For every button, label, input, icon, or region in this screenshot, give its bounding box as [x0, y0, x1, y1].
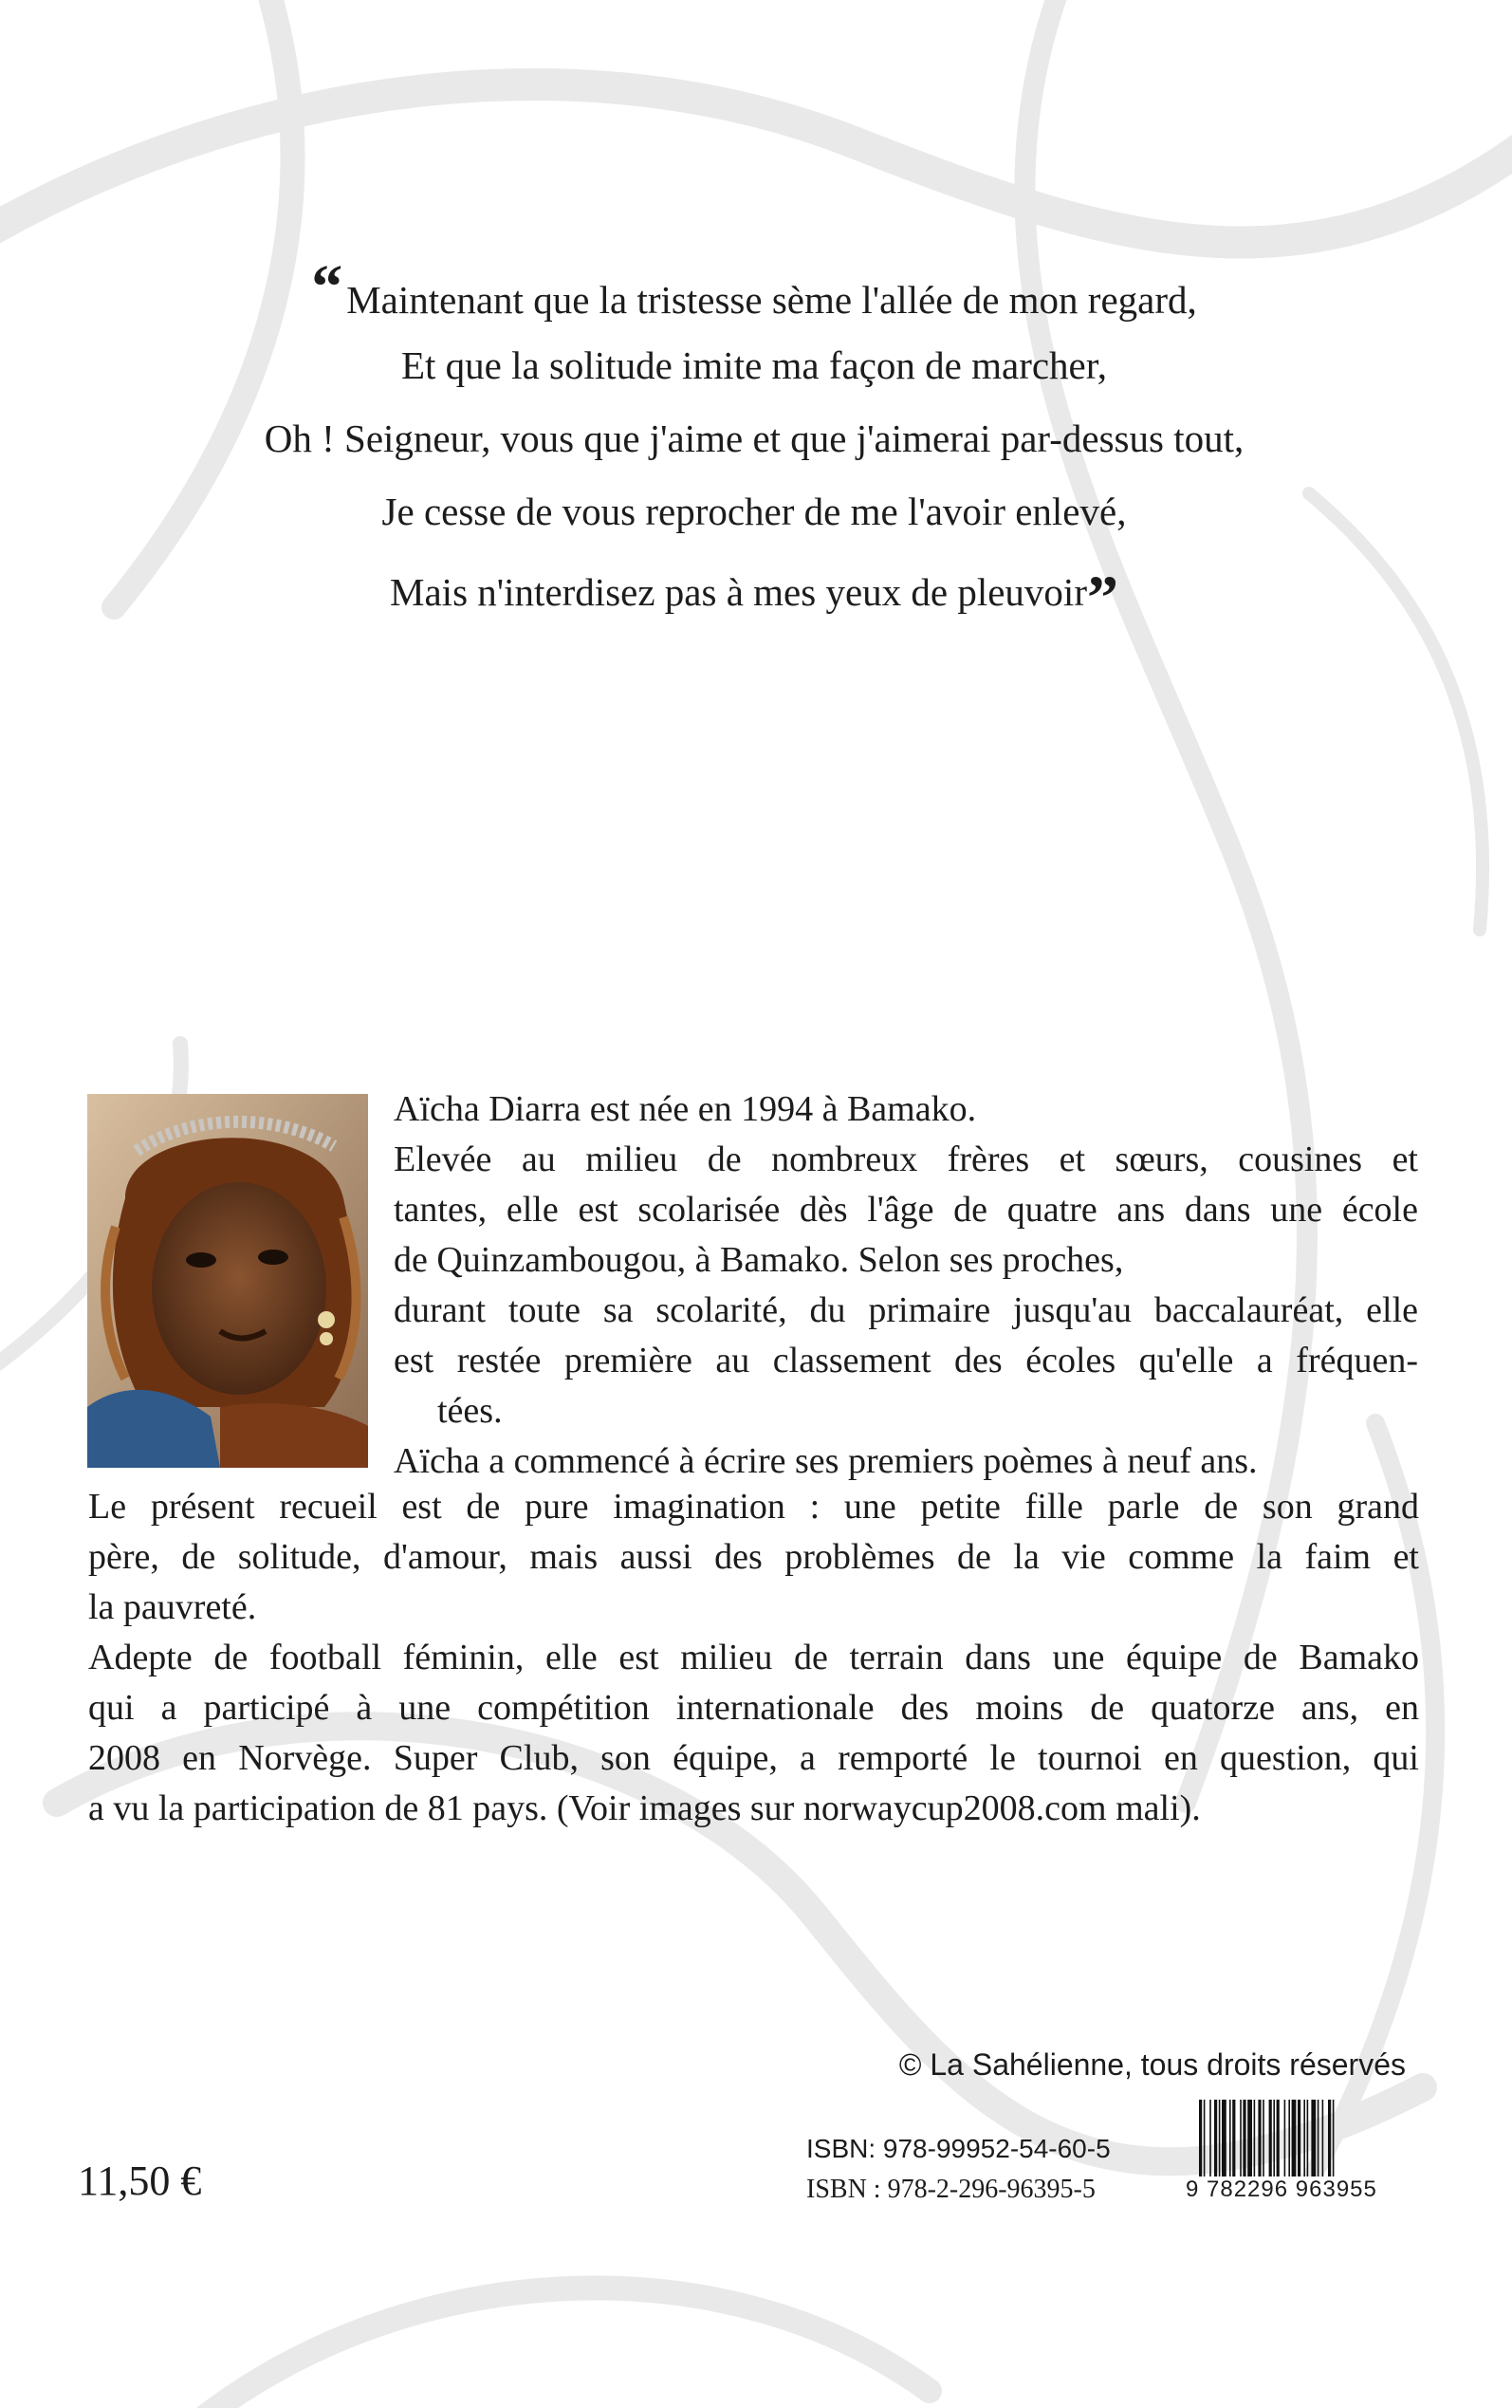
barcode-bar — [1292, 2100, 1297, 2179]
barcode-bar — [1214, 2100, 1217, 2179]
poem-line: Oh ! Seigneur, vous que j'aime et que j'aimerai par-dessus tout, — [264, 417, 1245, 460]
barcode-bar — [1318, 2100, 1319, 2179]
barcode-bar — [1269, 2100, 1272, 2179]
isbn-mali: ISBN: 978-99952-54-60-5 — [806, 2134, 1111, 2163]
bio-line: Adepte de football féminin, elle est milieu de terrain dans une équipe de Bamako — [88, 1638, 1419, 1677]
barcode-bar — [1322, 2100, 1324, 2179]
barcode-digits: 9 782296 963955 — [1186, 2176, 1410, 2203]
author-photo — [87, 1094, 368, 1468]
barcode-bar — [1240, 2100, 1242, 2179]
poem-line: Et que la solitude imite ma façon de marcher, — [400, 343, 1108, 387]
barcode-bar — [1209, 2100, 1211, 2179]
poem-excerpt — [133, 252, 1375, 633]
copyright-notice: © La Sahélienne, tous droits réservés — [898, 2047, 1406, 2082]
isbn-france: ISBN : 978-2-296-96395-5 — [806, 2175, 1096, 2204]
opening-quote: “ — [311, 252, 343, 322]
bio-line: durant toute sa scolarité, du primaire jusqu'au baccalauréat, elle — [394, 1290, 1418, 1330]
barcode-bar — [1273, 2100, 1275, 2179]
closing-quote: ” — [1086, 564, 1118, 633]
barcode-bar — [1307, 2100, 1309, 2179]
barcode-bar — [1298, 2100, 1300, 2179]
barcode-bar — [1311, 2100, 1316, 2179]
bio-line: Le présent recueil est de pure imagination : une petite fille parle de son grand — [88, 1487, 1419, 1527]
bio-line: a vu la participation de 81 pays. (Voir images sur norwaycup2008.com mali). — [88, 1788, 1201, 1828]
barcode-bar — [1328, 2100, 1331, 2179]
bio-line: est restée première au classement des écoles qu'elle a fréquen- — [394, 1341, 1418, 1380]
poem-line: “Maintenant que la tristesse sème l'allée de mon regard, — [311, 252, 1197, 322]
barcode-bar — [1277, 2100, 1280, 2179]
barcode-bar — [1219, 2100, 1221, 2179]
bio-line: tantes, elle est scolarisée dès l'âge de quatre ans dans une école — [394, 1190, 1418, 1230]
barcode-bar — [1303, 2100, 1305, 2179]
bio-line: de Quinzambougou, à Bamako. Selon ses proches, — [394, 1240, 1124, 1280]
bio-line: 2008 en Norvège. Super Club, son équipe, a remporté le tournoi en question, qui — [88, 1738, 1419, 1778]
poem-line: Je cesse de vous reprocher de me l'avoir enlevé, — [381, 490, 1127, 533]
barcode-bar — [1199, 2100, 1202, 2179]
barcode-bar — [1258, 2100, 1261, 2179]
bio-line: qui a participé à une compétition internationale des moins de quatorze ans, en — [88, 1688, 1419, 1728]
barcode-bar — [1243, 2100, 1245, 2179]
barcode-bar — [1333, 2100, 1335, 2179]
barcode-bar — [1254, 2100, 1256, 2179]
author-bio-full-width — [88, 1482, 1419, 1834]
bio-line: tées. — [437, 1391, 503, 1431]
barcode-bar — [1284, 2100, 1286, 2179]
bio-line: Aïcha a commencé à écrire ses premiers poèmes à neuf ans. — [394, 1441, 1258, 1481]
bio-line: la pauvreté. — [88, 1587, 257, 1627]
barcode-bar — [1229, 2100, 1231, 2179]
barcode-bar — [1222, 2100, 1226, 2179]
barcode-bar — [1288, 2100, 1290, 2179]
author-bio-beside-photo — [394, 1084, 1418, 1487]
bio-line: Aïcha Diarra est née en 1994 à Bamako. — [394, 1089, 977, 1129]
bio-line: père, de solitude, d'amour, mais aussi des problèmes de la vie comme la faim et — [88, 1537, 1419, 1577]
poem-line: Mais n'interdisez pas à mes yeux de pleuvoir” — [390, 564, 1118, 633]
barcode-bar — [1247, 2100, 1252, 2179]
barcode-bar — [1204, 2100, 1206, 2179]
barcode-bar — [1232, 2100, 1235, 2179]
bio-line: Elevée au milieu de nombreux frères et sœurs, cousines et — [394, 1139, 1418, 1179]
price-label: 11,50 € — [78, 2158, 202, 2204]
barcode-bar — [1263, 2100, 1264, 2179]
